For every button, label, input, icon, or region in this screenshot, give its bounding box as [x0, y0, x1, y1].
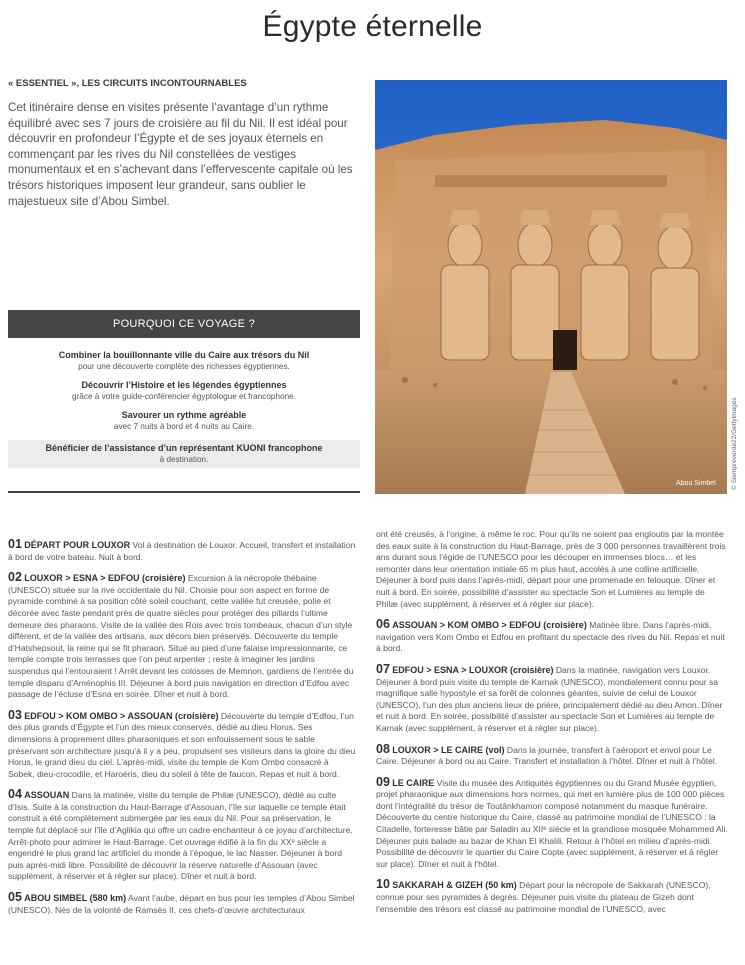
reason-title: Bénéficier de l’assistance d’un représentant KUONI francophone	[45, 443, 323, 453]
itinerary-day-continued	[376, 529, 728, 610]
itinerary-day	[376, 661, 728, 735]
page-title: Égypte éternelle	[262, 10, 483, 43]
photo-caption: Abou Simbel	[676, 480, 716, 487]
intro-paragraph: Cet itinéraire dense en visites présente l’avantage d’un rythme équilibré avec ses 7 jours de croisière au fil du Nil. Il est idéal pour découvrir en profondeur l’Égypte et de ses joyaux éternels en commençant par les rives du Nil constellées de vestiges monumentaux et en s’achevant dans l’effervescente capitale où les trésors historiques imposent leur grandeur, sans oublier le majestueux site d’Abou Simbel.	[8, 101, 353, 208]
day-text: Dans la matinée, navigation vers Louxor. Déjeuner à bord puis visite du temple de Karnak (UNESCO), mondialement connu pour sa magnifique salle hypostyle et sa forêt de colonnes géantes, suivie de celui de Louxor (UNESCO), l’un des plus anciens lieux de prière, principalement dédié au dieu Amon. Dîner et nuit à bord. En soirée, possibilité d’assister au spectacle Son et Lumières au temple de Karnak (avec supplément, à réserver et à régler sur place).	[376, 664, 723, 733]
day-number: 10	[376, 877, 390, 892]
reason-item	[8, 380, 360, 402]
reason-title: Combiner la bouillonnante ville du Caire aux trésors du Nil	[58, 350, 310, 360]
day-label: ASSOUAN > KOM OMBO > EDFOU (croisière)	[392, 620, 587, 631]
day-number: 09	[376, 774, 390, 789]
itinerary-day	[8, 707, 356, 781]
day-text: Excursion à la nécropole thébaine (UNESCO) située sur la rive occidentale du Nil. Choisie pour son aspect en forme de pyramide combiné à sa position côté soleil couchant, cette vallée fut creusée, polie et décorée avec faste pendant près de quatre siècles pour protéger des pillards l’ultime demeure des pharaons. Visite de la vallée des Rois avec trois tombeaux, chacun d’un style différent, et de la vallée des artisans, aux décors bien préservés. Découverte du temple d’Hatshepsout, la reine qui se fit pharaon. Situé au pied d’une falaise impressionnante, ce temple compte trois terrasses que l’on peut arpenter ; reste à imaginer les jardins suspendus qui l’entouraient ! Arrêt devant les colosses de Memnon, gardiens de l’entrée du temple disparu d’Aménophis III. Déjeuner à bord puis navigation en direction d’Edfou avec passage de l’écluse d’Esna en soirée. Dîner et nuit à bord.	[8, 573, 354, 700]
day-label: EDFOU > KOM OMBO > ASSOUAN (croisière)	[24, 710, 219, 721]
day-number: 01	[8, 537, 22, 551]
section-subtitle: « ESSENTIEL », LES CIRCUITS INCONTOURNABLES	[8, 78, 247, 89]
reason-desc: à destination.	[159, 455, 209, 464]
day-text: Dans la journée, transfert à l’aéroport et envol pour Le Caire. Déjeuner à bord ou au Caire. Transfert et installation à l’hôtel. Dîner et nuit à l’hôtel.	[376, 744, 718, 767]
reasons-list	[8, 350, 360, 476]
reason-desc: avec 7 nuits à bord et 4 nuits au Caire.	[113, 422, 255, 431]
day-label: LE CAIRE	[392, 777, 435, 788]
day-label: LOUXOR > LE CAIRE (vol)	[392, 744, 505, 755]
reason-item	[8, 440, 360, 468]
day-label: ASSOUAN	[24, 790, 70, 801]
reason-title: Découvrir l’Histoire et les légendes égyptiennes	[81, 380, 287, 390]
reason-desc: grâce à votre guide-conférencier égyptologue et francophone.	[72, 392, 296, 401]
reason-item	[8, 410, 360, 432]
day-label: SAKKARAH & GIZEH (50 km)	[392, 880, 517, 891]
day-text: Départ pour la nécropole de Sakkarah (UNESCO), connue pour ses pyramides à degrés. Déjeuner puis visite du plateau de Gizeh dont l’ensemble des trésors est classé au patrimoine mondial de l’UNESCO, avec	[376, 880, 711, 914]
day-text: Visite du musée des Antiquités égyptiennes ou du Grand Musée égyptien, projet pharaonique aux dimensions hors normes, qui met en lumière plus de 100 000 pièces dont l’intégralité du trésor de Toutânkhamon composé notamment du masque funéraire. Découverte du centre historique du Caire, classé au patrimoine mondial de l’UNESCO : la Citadelle, forteresse bâtie par Saladin au XIIᵉ siècle et la grandiose mosquée Mohammed Ali. Déjeuner puis balade au bazar de Khan El Khalili. Retour à l’hôtel en milieu d’après-midi. Possibilité de découvrir le quartier du Caire Copte (avec supplément, à réserver et à régler sur place). Dîner et nuit à l’hôtel.	[376, 777, 728, 869]
itinerary-day	[8, 572, 356, 701]
day-label: EDFOU > ESNA > LOUXOR (croisière)	[392, 664, 554, 675]
day-text: Matinée libre. Dans l’après-midi, navigation vers Kom Ombo et Edfou en profitant du spectacle des rives du Nil. Repas et nuit à bord.	[376, 620, 725, 654]
itinerary-left-column	[8, 539, 356, 925]
day-text: Découverte du temple d’Edfou, l’un des plus grands d’Égypte et l’un des mieux conservés, dédié au dieu Horus. Ses dimensions à proprement dites pharaoniques et son enfouissement sous le sable préservant son architecture jusqu’à il y a peu, propulsent ses visiteurs dans la gloire du dieu Horus, le grand dieu du ciel. L’après-midi, visite du temple de Kom Ombo consacré à Sobek, dieu-crocodile, et Haroéris, dieu du soleil à tête de faucon. Repas et nuit à bord.	[8, 710, 356, 779]
day-number: 07	[376, 661, 390, 676]
day-number: 02	[8, 570, 22, 585]
day-number: 03	[8, 707, 22, 722]
day-label: DÉPART POUR LOUXOR	[24, 540, 131, 550]
day-text: Dans la matinée, visite du temple de Philæ (UNESCO), dédié au culte d’Isis. Suite à la construction du Haut-Barrage d’Assouan, l’île sur laquelle ce temple était construit a été complètement submergée par les eaux du Nil. Pour sa préservation, le temple fut déplacé sur l’île d’Aglikia qui offre un cadre enchanteur à ce joyau d’architecture. Arrêt-photo pour admirer le Haut-Barrage. Cet ouvrage édifié à la fin du XXᵉ siècle a engendré le plus grand lac artificiel du monde à l’époque, le lac Nasser. Déjeuner à bord puis après-midi libre. Possibilité de découvrir la réserve naturelle d’Assouan (avec supplément, à réserver et à régler sur place). Dîner et nuit à bord.	[8, 790, 353, 882]
itinerary-day	[376, 879, 728, 915]
reason-desc: pour une découverte complète des richesses égyptiennes.	[78, 362, 290, 371]
reason-title: Savourer un rythme agréable	[121, 410, 247, 420]
day-label: ABOU SIMBEL (580 km)	[24, 893, 127, 904]
day-label: LOUXOR > ESNA > EDFOU (croisière)	[24, 573, 186, 584]
itinerary-right-column	[376, 529, 728, 924]
itinerary-day	[376, 741, 728, 768]
itinerary-day	[376, 774, 728, 871]
photo-credit: © Siempreverde22/Gettyimages	[731, 397, 738, 490]
why-heading: POURQUOI CE VOYAGE ?	[8, 310, 360, 338]
itinerary-day	[376, 619, 728, 655]
why-divider	[8, 491, 360, 493]
day-number: 06	[376, 617, 390, 632]
reason-item	[8, 350, 360, 372]
itinerary-day	[8, 539, 356, 563]
day-text: ont été creusés, à l’origine, à même le roc. Pour qu’ils ne soient pas engloutis par la montée des eaux suite à la construction du Haut-Barrage, près de 3 000 personnes travaillèrent trois ans durant sous l’égide de l’UNESCO pour les découper en immenses blocs… et les remonter dans leur orientation initiale 65 m plus haut, accolés à une colline artificielle. Déjeuner à bord puis dans l’après-midi, départ pour une promenade en felouque. Dîner et nuit à bord. En soirée, possibilité d’assister au spectacle Son et Lumières au temple de Philæ (avec supplément, à réserver et à régler sur place).	[376, 529, 726, 609]
itinerary-day	[8, 789, 356, 883]
itinerary-day	[8, 892, 356, 916]
day-number: 04	[8, 787, 22, 802]
day-text: Vol à destination de Louxor. Accueil, transfert et installation à bord de votre bateau. Nuit à bord.	[8, 540, 356, 562]
day-number: 05	[8, 890, 22, 905]
abu-simbel-photo	[375, 80, 727, 494]
day-number: 08	[376, 741, 390, 756]
day-text: Avant l’aube, départ en bus pour les temples d’Abou Simbel (UNESCO). Nés de la volonté de Ramsès II, ces chefs-d’œuvre architecturaux	[8, 893, 355, 915]
